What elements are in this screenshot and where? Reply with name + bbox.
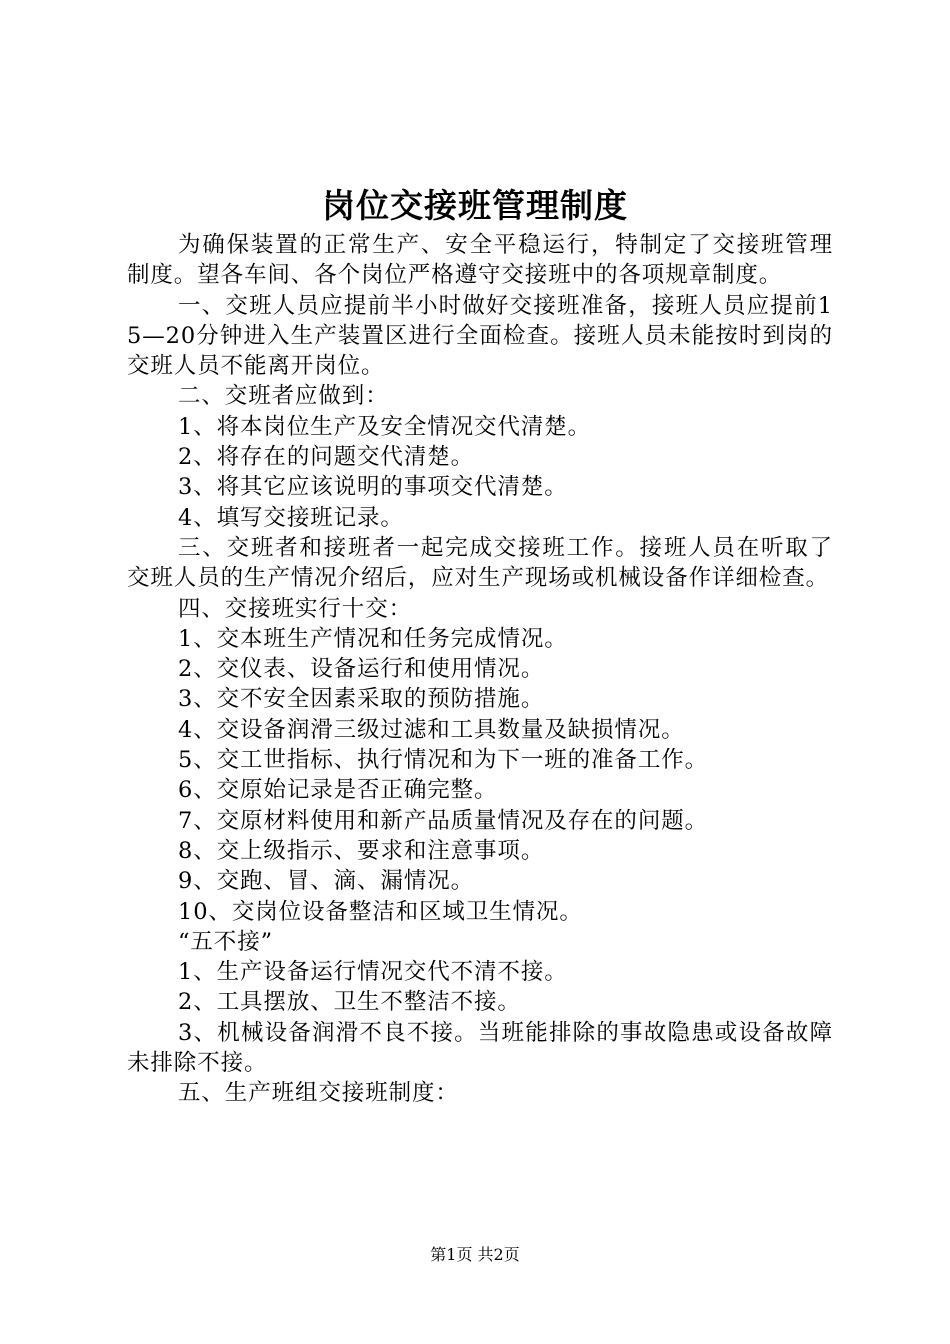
list-item: 2、将存在的问题交代清楚。 xyxy=(178,444,475,471)
section-heading: 五、生产班组交接班制度： xyxy=(178,1080,459,1107)
paragraph: 三、交班者和接班者一起完成交接班工作。接班人员在听取了交班人员的生产情况介绍后，应对生产现场或机械设备作详细检查。 xyxy=(127,534,833,592)
list-item: 8、交上级指示、要求和注意事项。 xyxy=(178,837,545,864)
document-title: 岗位交接班管理制度 xyxy=(322,186,628,225)
list-item: 3、机械设备润滑不良不接。当班能排除的事故隐患或设备故障未排除不接。 xyxy=(127,1019,833,1077)
list-item: 1、将本岗位生产及安全情况交代清楚。 xyxy=(178,413,592,440)
paragraph: 一、交班人员应提前半小时做好交接班准备，接班人员应提前15—20分钟进入生产装置区进行全面检查。接班人员未能按时到岗的交班人员不能离开岗位。 xyxy=(127,292,833,380)
list-item: 2、交仪表、设备运行和使用情况。 xyxy=(178,656,545,683)
list-item: 7、交原材料使用和新产品质量情况及存在的问题。 xyxy=(178,807,709,834)
list-item: 1、交本班生产情况和任务完成情况。 xyxy=(178,625,568,652)
page-footer: 第1页 共2页 xyxy=(430,1245,520,1264)
list-item: 4、填写交接班记录。 xyxy=(178,504,404,531)
list-item: 6、交原始记录是否正确完整。 xyxy=(178,777,498,804)
list-item: 4、交设备润滑三级过滤和工具数量及缺损情况。 xyxy=(178,716,685,743)
section-heading: 四、交接班实行十交： xyxy=(178,595,413,622)
document-body xyxy=(127,230,833,1109)
list-item: 3、将其它应该说明的事项交代清楚。 xyxy=(178,474,568,501)
section-heading: 二、交班者应做到： xyxy=(178,383,389,410)
list-item: 9、交跑、冒、滴、漏情况。 xyxy=(178,868,475,895)
section-heading: “五不接” xyxy=(178,928,274,955)
list-item: 1、生产设备运行情况交代不清不接。 xyxy=(178,959,568,986)
list-item: 5、交工世指标、执行情况和为下一班的准备工作。 xyxy=(178,747,709,774)
list-item: 3、交不安全因素采取的预防措施。 xyxy=(178,686,545,713)
list-item: 10、交岗位设备整洁和区域卫生情况。 xyxy=(178,898,583,925)
paragraph: 为确保装置的正常生产、安全平稳运行，特制定了交接班管理制度。望各车间、各个岗位严格遵守交接班中的各项规章制度。 xyxy=(127,232,833,289)
list-item: 2、工具摆放、卫生不整洁不接。 xyxy=(178,989,521,1016)
